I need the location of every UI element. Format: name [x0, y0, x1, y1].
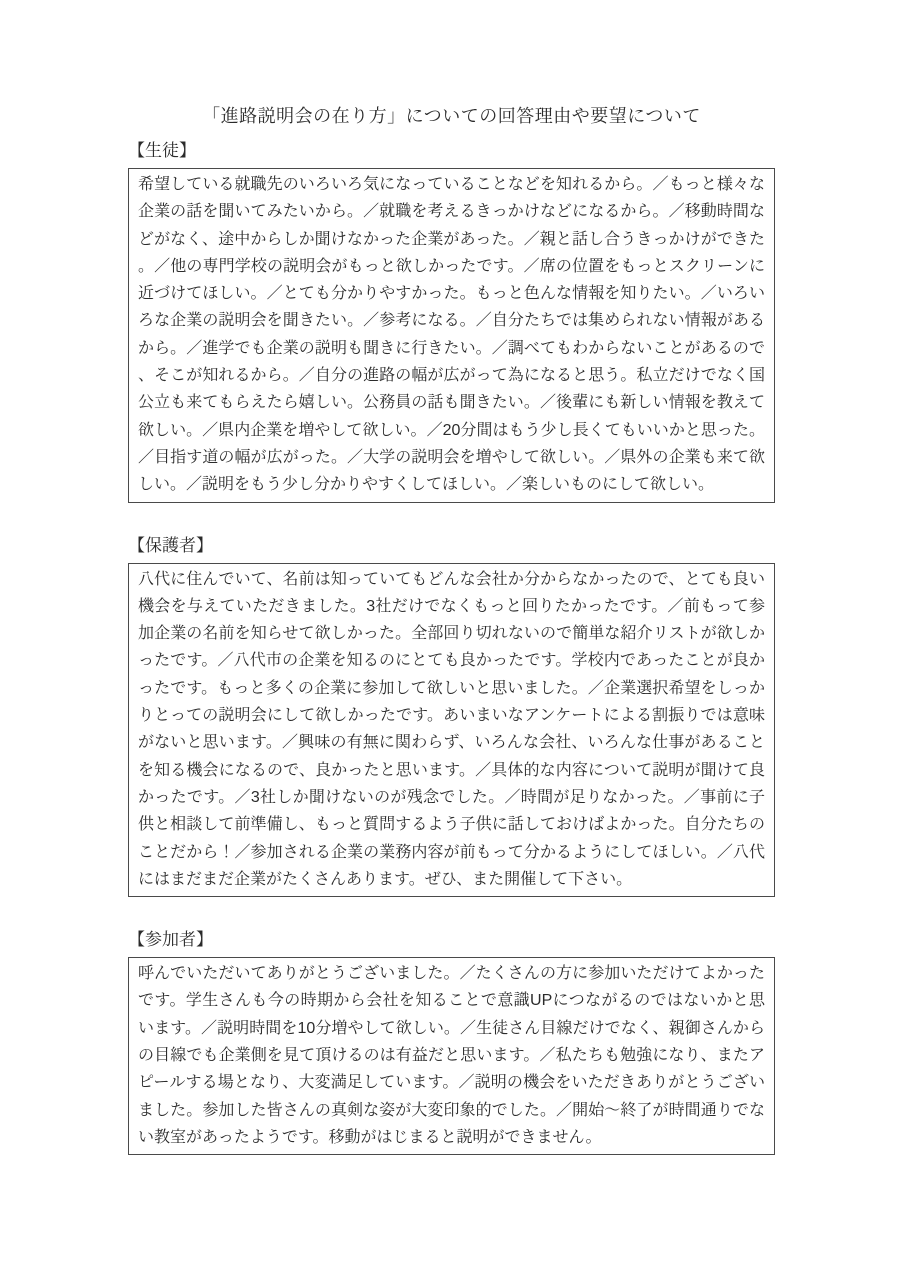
section-parents [128, 534, 775, 898]
document-title: 「進路説明会の在り方」についての回答理由や要望について [202, 106, 701, 126]
section-label-participants: 【参加者】 [128, 930, 213, 950]
comments-box-parents: 八代に住んでいて、名前は知っていてもどんな会社か分からなかったので、とても良い機会を与えていただきました。3社だけでなくもっと回りたかったです。／前もって参加企業の名前を知らせて欲しかった。全部回り切れないので簡単な紹介リストが欲しかったです。／八代市の企業を知るのにとても良かったです。学校内であったことが良かったです。もっと多くの企業に参加して欲しいと思いました。／企業選択希望をしっかりとっての説明会にして欲しかったです。あいまいなアンケートによる割振りでは意味がないと思います。／興味の有無に関わらず、いろんな会社、いろんな仕事があることを知る機会になるので、良かったと思います。／具体的な内容について説明が聞けて良かったです。／3社しか聞けないのが残念でした。／時間が足りなかった。／事前に子供と相談して前準備し、もっと質問するよう子供に話しておけばよかった。自分たちのことだから！／参加される企業の業務内容が前もって分かるようにしてほしい。／八代にはまだまだ企業がたくさんあります。ぜひ、また開催して下さい。 [128, 563, 775, 898]
comments-box-students: 希望している就職先のいろいろ気になっていることなどを知れるから。／もっと様々な企業の話を聞いてみたいから。／就職を考えるきっかけなどになるから。／移動時間などがなく、途中からしか聞けなかった企業があった。／親と話し合うきっかけができた。／他の専門学校の説明会がもっと欲しかったです。／席の位置をもっとスクリーンに近づけてほしい。／とても分かりやすかった。もっと色んな情報を知りたい。／いろいろな企業の説明会を聞きたい。／参考になる。／自分たちでは集められない情報があるから。／進学でも企業の説明も聞きに行きたい。／調べてもわからないことがあるので、そこが知れるから。／自分の進路の幅が広がって為になると思う。私立だけでなく国公立も来てもらえたら嬉しい。公務員の話も聞きたい。／後輩にも新しい情報を教えて欲しい。／県内企業を増やして欲しい。／20分間はもう少し長くてもいいかと思った。／目指す道の幅が広がった。／大学の説明会を増やして欲しい。／県外の企業も来て欲しい。／説明をもう少し分かりやすくしてほしい。／楽しいものにして欲しい。 [128, 168, 775, 503]
section-students [128, 139, 775, 503]
comments-box-participants: 呼んでいただいてありがとうございました。／たくさんの方に参加いただけてよかったです。学生さんも今の時期から会社を知ることで意識UPにつながるのではないかと思います。／説明時間を10分増やして欲しい。／生徒さん目線だけでなく、親御さんからの目線でも企業側を見て頂けるのは有益だと思います。／私たちも勉強になり、またアピールする場となり、大変満足しています。／説明の機会をいただきありがとうございました。参加した皆さんの真剣な姿が大変印象的でした。／開始～終了が時間通りでない教室があったようです。移動がはじまると説明ができません。 [128, 957, 775, 1155]
section-participants [128, 928, 775, 1155]
section-label-students: 【生徒】 [128, 141, 196, 160]
section-label-parents: 【保護者】 [128, 535, 213, 555]
document-content [128, 0, 775, 1155]
